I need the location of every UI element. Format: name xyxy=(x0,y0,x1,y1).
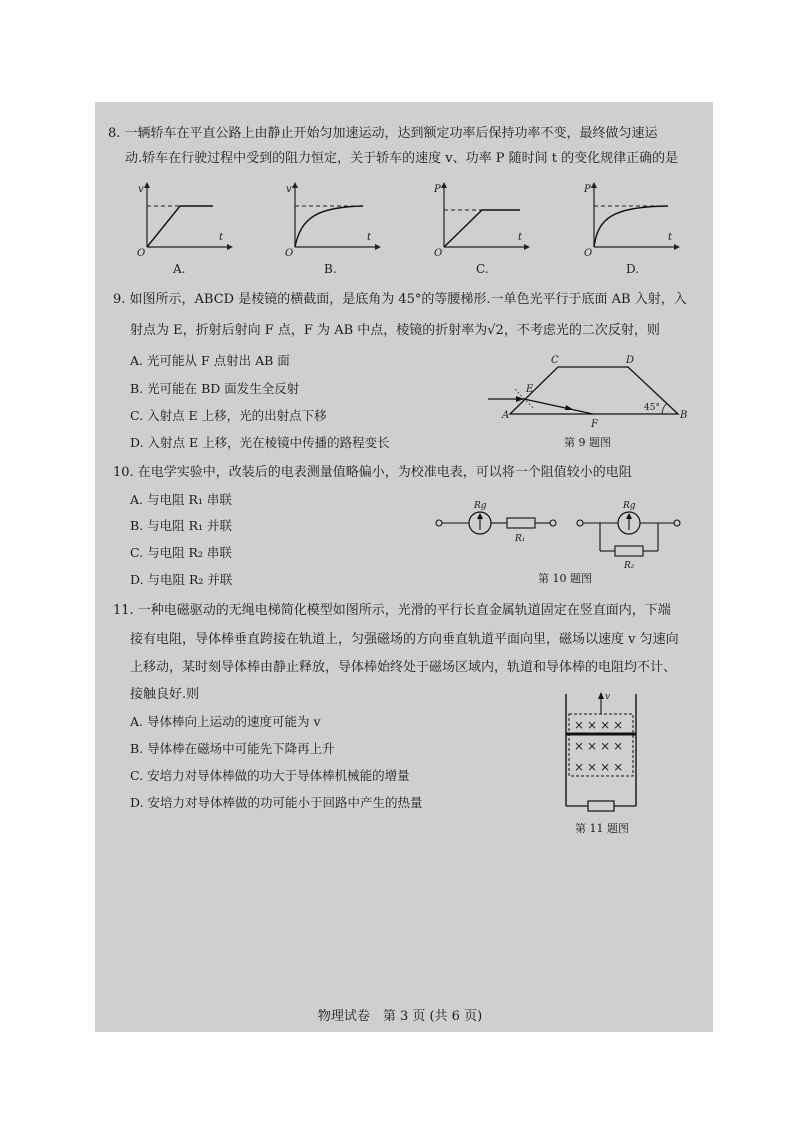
q8-graph-c-yaxis: P xyxy=(434,184,441,195)
q11-figure-caption: 第 11 题图 xyxy=(575,822,629,835)
q9-point-f: F xyxy=(591,419,598,430)
q10-r2-label: R₂ xyxy=(624,561,635,571)
q11-elevator-figure xyxy=(560,690,645,820)
q9-option-b[interactable]: B. 光可能在 BD 面发生全反射 xyxy=(130,381,300,396)
q8-graph-d xyxy=(582,182,682,259)
q8-text-line1: 8. 一辆轿车在平直公路上由静止开始匀加速运动，达到额定功率后保持功率不变，最终做匀速运 xyxy=(108,126,658,141)
q10-r1-label: R₁ xyxy=(515,534,526,544)
q8-graph-c xyxy=(432,182,532,259)
q9-text-line1: 9. 如图所示，ABCD 是棱镜的横截面，是底角为 45°的等腰梯形.一单色光平行于底面 AB 入射，入 xyxy=(113,292,687,307)
q10-option-c[interactable]: C. 与电阻 R₂ 串联 xyxy=(130,545,232,560)
q9-figure-caption: 第 9 题图 xyxy=(564,436,611,449)
q8-graph-a-yaxis: v xyxy=(138,184,144,195)
q9-option-a[interactable]: A. 光可能从 F 点射出 AB 面 xyxy=(130,353,290,368)
q8-option-b[interactable]: B. xyxy=(324,262,337,276)
q10-meter-label-right: Rg xyxy=(623,501,636,511)
q9-point-b: B xyxy=(680,410,688,421)
page-footer: 物理试卷 第 3 页 (共 6 页) xyxy=(317,1009,483,1024)
q10-meter-label-left: Rg xyxy=(474,501,487,511)
q8-graph-b xyxy=(283,182,383,259)
q9-point-a: A xyxy=(502,410,510,421)
q9-option-c[interactable]: C. 入射点 E 上移，光的出射点下移 xyxy=(130,408,327,423)
q11-text-line2: 接有电阻，导体棒垂直跨接在轨道上，匀强磁场的方向垂直轨道平面向里，磁场以速度 v 匀速向 xyxy=(130,632,679,647)
q10-option-a[interactable]: A. 与电阻 R₁ 串联 xyxy=(130,492,232,507)
q8-graph-c-origin: O xyxy=(434,248,443,259)
q8-graph-a xyxy=(135,182,235,259)
q8-graph-d-origin: O xyxy=(584,248,593,259)
q8-graph-b-origin: O xyxy=(285,248,294,259)
q10-circuit-figure xyxy=(432,494,682,571)
q9-point-e: E xyxy=(526,384,534,395)
svg-text:××××: ×××× xyxy=(574,718,627,732)
q9-point-d: D xyxy=(626,355,635,366)
q8-graph-b-xaxis: t xyxy=(367,232,372,243)
q10-option-b[interactable]: B. 与电阻 R₁ 并联 xyxy=(130,518,233,533)
q11-option-c[interactable]: C. 安培力对导体棒做的功大于导体棒机械能的增量 xyxy=(130,768,410,783)
q8-graph-d-xaxis: t xyxy=(668,232,673,243)
q9-point-c: C xyxy=(551,355,559,366)
svg-text:××××: ×××× xyxy=(574,760,627,774)
q8-text-line2: 动.轿车在行驶过程中受到的阻力恒定，关于轿车的速度 v、功率 P 随时间 t 的变化规律正确的是 xyxy=(125,151,679,166)
q10-text-line1: 10. 在电学实验中，改装后的电表测量值略偏小，为校准电表，可以将一个阻值较小的电阻 xyxy=(113,465,632,480)
q11-text-line4: 接触良好.则 xyxy=(130,687,200,702)
q8-graph-a-origin: O xyxy=(137,248,146,259)
q8-graph-c-xaxis: t xyxy=(518,232,523,243)
q8-option-d[interactable]: D. xyxy=(626,262,640,276)
q8-option-c[interactable]: C. xyxy=(476,262,489,276)
q11-text-line1: 11. 一种电磁驱动的无绳电梯简化模型如图所示，光滑的平行长直金属轨道固定在竖直面内，下端 xyxy=(113,603,671,618)
q10-option-d[interactable]: D. 与电阻 R₂ 并联 xyxy=(130,572,233,587)
q10-figure-caption: 第 10 题图 xyxy=(538,572,592,585)
q11-text-line3: 上移动，某时刻导体棒由静止释放，导体棒始终处于磁场区域内，轨道和导体棒的电阻均不计、 xyxy=(130,660,677,675)
q11-option-b[interactable]: B. 导体棒在磁场中可能先下降再上升 xyxy=(130,741,335,756)
q11-option-a[interactable]: A. 导体棒向上运动的速度可能为 v xyxy=(130,714,321,729)
q9-option-d[interactable]: D. 入射点 E 上移，光在棱镜中传播的路程变长 xyxy=(130,435,390,450)
q8-graph-b-yaxis: v xyxy=(286,184,292,195)
q8-option-a[interactable]: A. xyxy=(173,262,186,276)
q11-option-d[interactable]: D. 安培力对导体棒做的功可能小于回路中产生的热量 xyxy=(130,795,423,810)
q8-graph-d-yaxis: P xyxy=(584,184,591,195)
q9-angle-label: 45° xyxy=(644,403,660,413)
q9-text-line2: 射点为 E，折射后射向 F 点，F 为 AB 中点，棱镜的折射率为√2，不考虑光的二次反射，则 xyxy=(130,323,660,338)
q9-prism-figure xyxy=(488,352,693,430)
q11-velocity-label: v xyxy=(605,692,611,702)
q8-graph-a-xaxis: t xyxy=(219,232,224,243)
svg-text:××××: ×××× xyxy=(574,739,627,753)
